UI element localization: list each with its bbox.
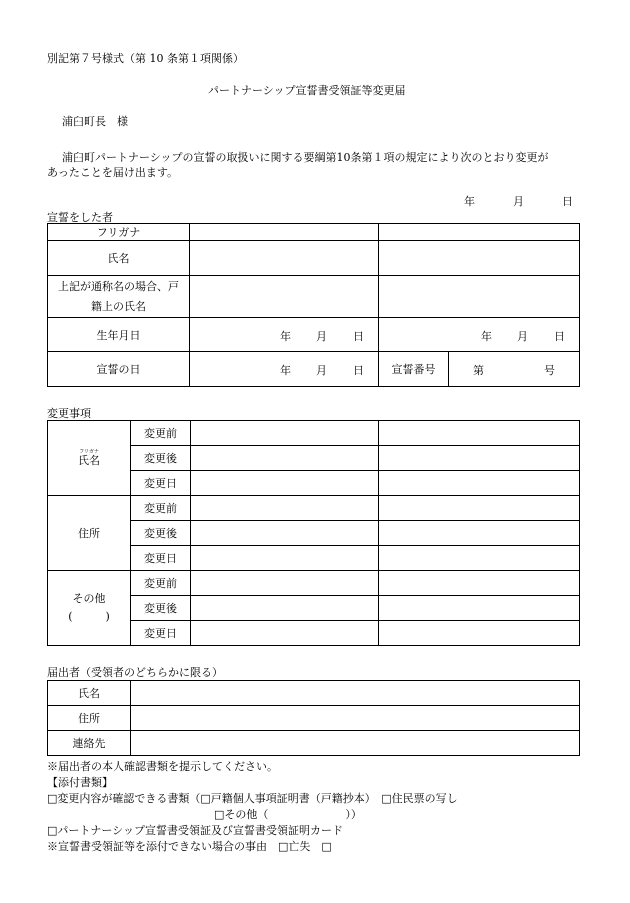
- furigana-field-2[interactable]: [379, 224, 580, 241]
- oath-section-caption: 宣誓をした者: [47, 211, 113, 224]
- attachment-line3[interactable]: □パートナーシップ宣誓書受領証及び宣誓書受領証明カード: [47, 824, 343, 837]
- oath-year: 年: [280, 364, 291, 377]
- oath-number-label: 宣誓番号: [379, 352, 449, 387]
- notifier-address-field[interactable]: [131, 706, 580, 731]
- date-day-label: 日: [562, 195, 573, 208]
- other-change-date-label: 変更日: [131, 621, 191, 646]
- oath-number-field[interactable]: [449, 352, 580, 387]
- birth1-year: 年: [280, 329, 291, 343]
- address-after-label: 変更後: [131, 521, 191, 546]
- name-before-field-2[interactable]: [379, 421, 580, 446]
- name-field-1[interactable]: [190, 241, 379, 276]
- notifier-name-field[interactable]: [131, 681, 580, 706]
- change-section-caption: 変更事項: [47, 407, 91, 420]
- notifier-section-caption: 届出者（受領者のどちらかに限る）: [47, 666, 223, 679]
- name-before-label: 変更前: [131, 421, 191, 446]
- oath-number-suffix: 号: [544, 364, 555, 377]
- attachments-heading: 【添付書類】: [47, 776, 113, 789]
- alias-label-line2: 籍上の氏名: [91, 299, 146, 313]
- birthdate-label: 生年月日: [48, 318, 190, 352]
- name-change-date-field-1[interactable]: [191, 471, 379, 496]
- form-number: 別記第７号様式（第 10 条第１項関係）: [47, 52, 244, 65]
- other-after-field-1[interactable]: [191, 596, 379, 621]
- address-change-date-field-1[interactable]: [191, 546, 379, 571]
- address-change-date-field-2[interactable]: [379, 546, 580, 571]
- id-note: ※届出者の本人確認書類を提示してください。: [47, 760, 278, 773]
- attachment-line4[interactable]: ※宣誓書受領証等を添付できない場合の事由 □亡失 □: [47, 840, 332, 853]
- furigana-label: フリガナ: [48, 224, 190, 241]
- form-title: パートナーシップ宣誓書受領証等変更届: [208, 84, 406, 97]
- furigana-field-1[interactable]: [190, 224, 379, 241]
- name-after-field-1[interactable]: [191, 446, 379, 471]
- other-after-field-2[interactable]: [379, 596, 580, 621]
- oath-date-label: 宣誓の日: [48, 352, 190, 387]
- oath-month: 月: [316, 364, 327, 377]
- address-before-field-2[interactable]: [379, 496, 580, 521]
- other-after-label: 変更後: [131, 596, 191, 621]
- other-before-field-2[interactable]: [379, 571, 580, 596]
- change-name-label: [48, 421, 131, 496]
- change-other-label: [48, 571, 131, 646]
- alias-field-2[interactable]: [379, 276, 580, 318]
- attachment-line1[interactable]: □変更内容が確認できる書類（□戸籍個人事項証明書（戸籍抄本） □住民票の写し: [47, 792, 458, 805]
- alias-field-1[interactable]: [190, 276, 379, 318]
- address-before-label: 変更前: [131, 496, 191, 521]
- body-text-line2: あったことを届け出ます。: [47, 166, 179, 179]
- name-field-2[interactable]: [379, 241, 580, 276]
- address-after-field-1[interactable]: [191, 521, 379, 546]
- notifier-contact-field[interactable]: [131, 731, 580, 756]
- birth1-month: 月: [316, 329, 327, 343]
- name-change-date-field-2[interactable]: [379, 471, 580, 496]
- name-ruby-text: フリガナ: [79, 448, 99, 455]
- name-change-date-label: 変更日: [131, 471, 191, 496]
- address-after-field-2[interactable]: [379, 521, 580, 546]
- notifier-name-label: 氏名: [48, 681, 131, 706]
- other-before-field-1[interactable]: [191, 571, 379, 596]
- alias-label-line1: 上記が通称名の場合、戸: [58, 279, 179, 293]
- birth2-day: 日: [554, 329, 565, 343]
- notifier-address-label: 住所: [48, 706, 131, 731]
- other-change-date-field-2[interactable]: [379, 621, 580, 646]
- oath-number-prefix: 第: [473, 364, 484, 377]
- alias-name-label: [48, 276, 190, 318]
- birth2-year: 年: [481, 329, 492, 343]
- oath-table: [47, 223, 580, 387]
- name-after-field-2[interactable]: [379, 446, 580, 471]
- date-month-label: 月: [513, 195, 524, 208]
- date-year-label: 年: [464, 195, 475, 208]
- body-text-line1: 浦臼町パートナーシップの宣誓の取扱いに関する要綱第10条第１項の規定により次のとおり変更が: [62, 151, 549, 164]
- notifier-contact-label: 連絡先: [48, 731, 131, 756]
- birthdate-field-1[interactable]: [190, 318, 379, 352]
- name-label: 氏名: [48, 241, 190, 276]
- other-label-paren: ( ): [68, 610, 110, 623]
- change-table: [47, 420, 580, 646]
- change-address-label: 住所: [48, 496, 131, 571]
- other-before-label: 変更前: [131, 571, 191, 596]
- oath-date-field[interactable]: [190, 352, 379, 387]
- attachment-line2[interactable]: □その他（ ））: [214, 808, 362, 821]
- other-change-date-field-1[interactable]: [191, 621, 379, 646]
- name-after-label: 変更後: [131, 446, 191, 471]
- addressee: 浦臼町長 様: [62, 115, 128, 128]
- birth2-month: 月: [517, 329, 528, 343]
- name-before-field-1[interactable]: [191, 421, 379, 446]
- birthdate-field-2[interactable]: [379, 318, 580, 352]
- birth1-day: 日: [353, 329, 364, 343]
- name-ruby: [78, 450, 100, 466]
- oath-day: 日: [353, 364, 364, 377]
- notifier-table: [47, 680, 580, 756]
- name-ruby-base: 氏名: [78, 453, 100, 467]
- address-change-date-label: 変更日: [131, 546, 191, 571]
- address-before-field-1[interactable]: [191, 496, 379, 521]
- other-label-text: その他: [72, 592, 106, 605]
